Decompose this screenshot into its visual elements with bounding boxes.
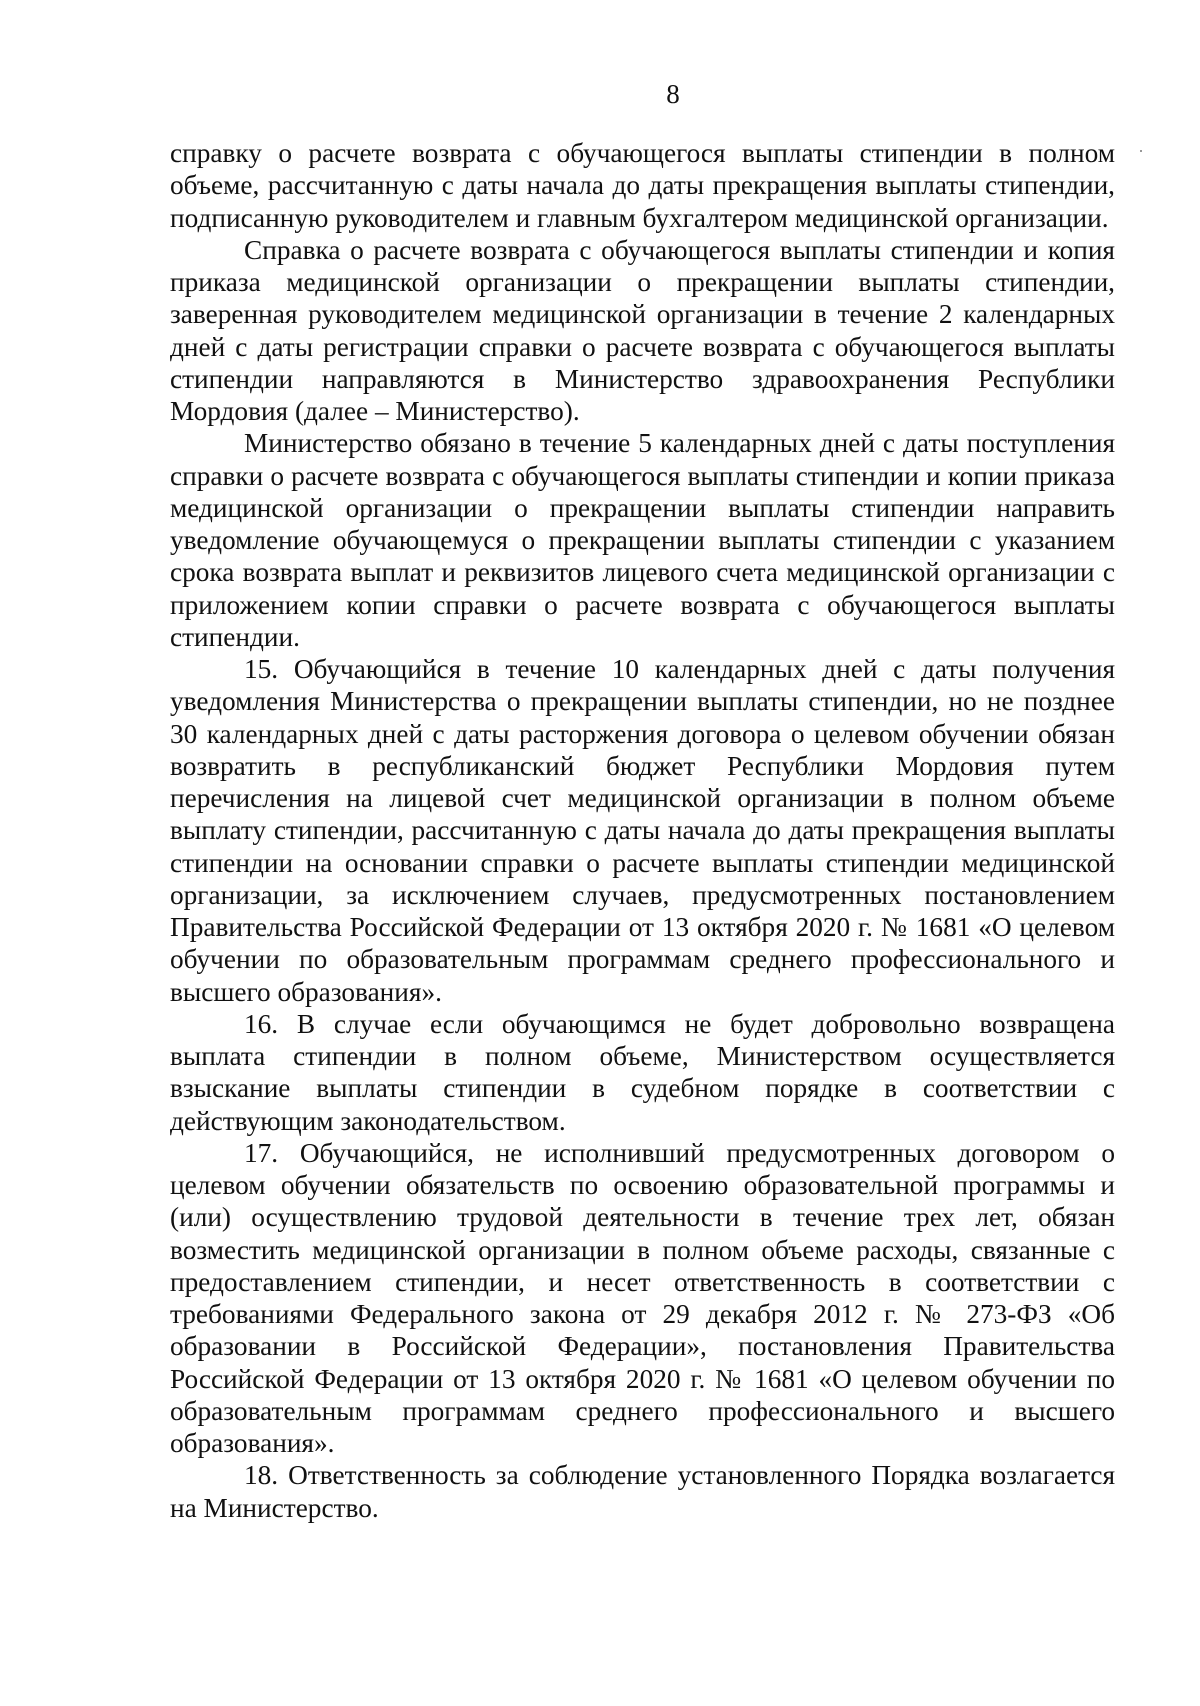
page-number: 8 bbox=[666, 79, 680, 109]
document-body bbox=[170, 137, 1115, 1524]
paragraph-item-15: 15. Обучающийся в течение 10 календарных дней с даты получения уведомления Министерства о прекращении выплаты стипендии, но не позднее 30 календарных дней с даты расторжения договора о целевом обучении обязан возвратить в республиканский бюджет Республики Мордовия путем перечисления на лицевой счет медицинской организации в полном объеме выплату стипендии, рассчитанную с даты начала до даты прекращения выплаты стипендии на основании справки о расчете выплаты стипендии медицинской организации, за исключением случаев, предусмотренных постановлением Правительства Российской Федерации от 13 октября 2020 г. № 1681 «О целевом обучении по образовательным программам среднего профессионального и высшего образования». bbox=[170, 654, 1115, 1007]
paragraph-continuation: справку о расчете возврата с обучающегося выплаты стипендии в полном объеме, рассчитанную с даты начала до даты прекращения выплаты стипендии, подписанную руководителем и главным бухгалтером медицинской организации. bbox=[170, 138, 1115, 233]
paragraph-certificate-copy: Справка о расчете возврата с обучающегося выплаты стипендии и копия приказа медицинской организации о прекращении выплаты стипендии, заверенная руководителем медицинской организации в течение 2 календарных дней с даты регистрации справки о расчете возврата с обучающегося выплаты стипендии направляются в Министерство здравоохранения Республики Мордовия (далее – Министерство). bbox=[170, 234, 1115, 426]
paragraph-item-18: 18. Ответственность за соблюдение установленного Порядка возлагается на Министерство. bbox=[170, 1460, 1115, 1523]
paragraph-item-17: 17. Обучающийся, не исполнивший предусмотренных договором о целевом обучении обязательств по освоению образовательной программы и (или) осуществлению трудовой деятельности в течение трех лет, обязан возместить медицинской организации в полном объеме расходы, связанные с предоставлением стипендии, и несет ответственность в соответствии с требованиями Федерального закона от 29 декабря 2012 г. № 273-ФЗ «Об образовании в Российской Федерации», постановления Правительства Российской Федерации от 13 октября 2020 г. № 1681 «О целевом обучении по образовательным программам среднего профессионального и высшего образования». bbox=[170, 1137, 1115, 1458]
paragraph-item-16: 16. В случае если обучающимся не будет добровольно возвращена выплата стипендии в полном объеме, Министерством осуществляется взыскание выплаты стипендии в судебном порядке в соответствии с действующим законодательством. bbox=[170, 1008, 1115, 1136]
paragraph-ministry-obligation: Министерство обязано в течение 5 календарных дней с даты поступления справки о расчете возврата с обучающегося выплаты стипендии и копии приказа медицинской организации о прекращении выплаты стипендии направить уведомление обучающемуся о прекращении выплаты стипендии с указанием срока возврата выплат и реквизитов лицевого счета медицинской организации с приложением копии справки о расчете возврата с обучающегося выплаты стипендии. bbox=[170, 428, 1115, 652]
scan-speck bbox=[1140, 150, 1142, 152]
